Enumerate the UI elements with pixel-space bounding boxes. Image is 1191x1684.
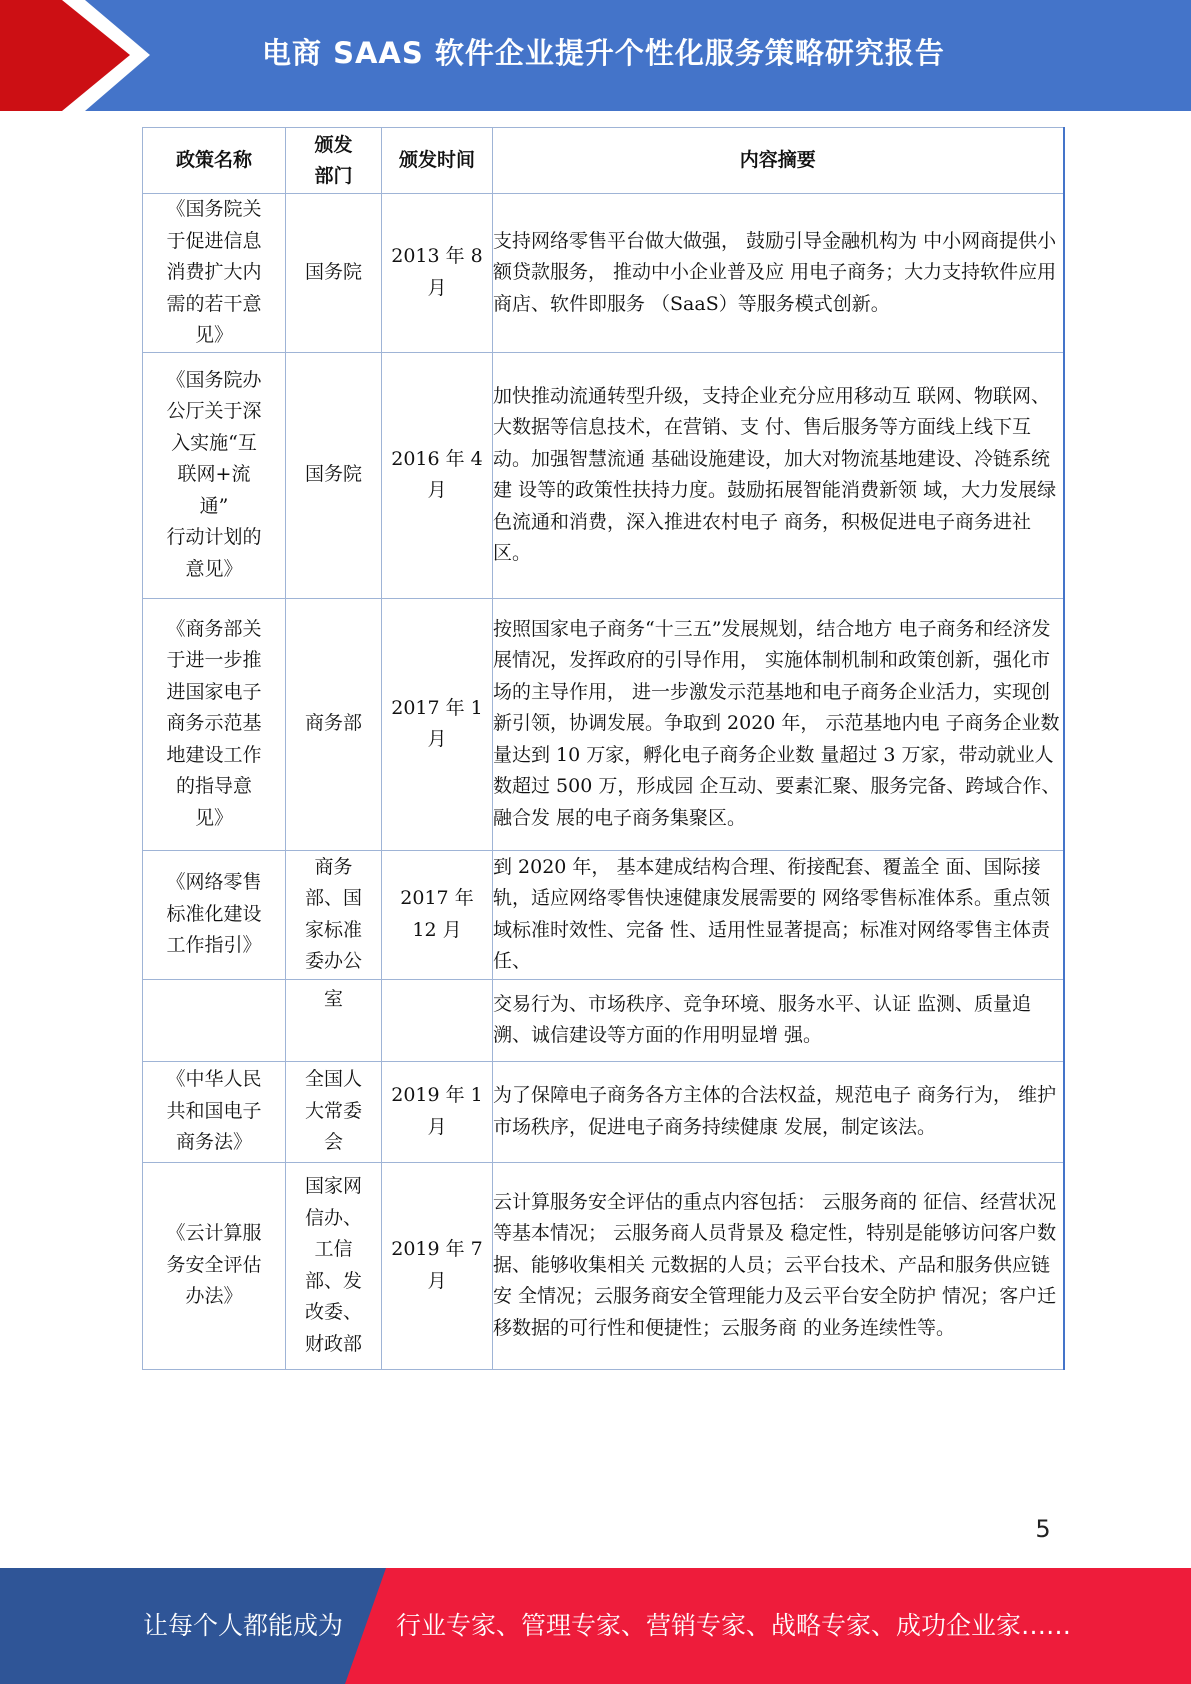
policy-summary: 到 2020 年， 基本建成结构合理、衔接配套、覆盖全 面、国际接轨，适应网络零售快速健康发展需要的 网络零售标准体系。重点领域标准时效性、完备 性、适用性显著提高；标准对网络零售主体责任、 [493, 850, 1064, 979]
policy-date: 2016 年 4 月 [382, 352, 493, 598]
policy-summary: 加快推动流通转型升级，支持企业充分应用移动互 联网、物联网、大数据等信息技术，在营销、支 付、售后服务等方面线上线下互动。加强智慧流通 基础设施建设，加大对物流基地建设、冷链系统建 设等的政策性扶持力度。鼓励拓展智能消费新领 域，大力发展绿色流通和消费，深入推进农村电子 商务，积极促进电子商务进社区。 [493, 352, 1064, 598]
table-row [143, 194, 1064, 353]
column-header-issue-date: 颁发时间 [382, 128, 493, 194]
table-row [143, 1162, 1064, 1369]
table-row [143, 598, 1064, 850]
policy-department: 商务部 [286, 598, 382, 850]
policy-department: 国务院 [286, 352, 382, 598]
header-arrow-icon [0, 0, 160, 111]
policy-name [143, 979, 286, 1061]
policy-department: 国家网 信办、 工信 部、发 改委、 财政部 [286, 1162, 382, 1369]
table-header-row [143, 128, 1064, 194]
policy-department: 全国人 大常委 会 [286, 1061, 382, 1162]
policy-department: 商务 部、国 家标准 委办公 [286, 850, 382, 979]
policy-name: 《中华人民 共和国电子 商务法》 [143, 1061, 286, 1162]
footer-slogan-left: 让每个人都能成为 [143, 1611, 344, 1640]
policy-summary: 云计算服务安全评估的重点内容包括： 云服务商的 征信、经营状况等基本情况； 云服务商人员背景及 稳定性，特别是能够访问客户数据、能够收集相关 元数据的人员；云平台技术、产品和服务供应链安 全情况；云服务商安全管理能力及云平台安全防护 情况；客户迁移数据的可行性和便捷性；云服务商 的业务连续性等。 [493, 1162, 1064, 1369]
table-row [143, 979, 1064, 1061]
policy-date: 2019 年 1 月 [382, 1061, 493, 1162]
table-row [143, 352, 1064, 598]
policy-department: 国务院 [286, 194, 382, 353]
table-row [143, 1061, 1064, 1162]
policy-department: 室 [286, 979, 382, 1061]
policy-name: 《国务院办 公厅关于深 入实施“互 联网+流 通” 行动计划的 意见》 [143, 352, 286, 598]
policy-date: 2017 年 1 月 [382, 598, 493, 850]
policy-name: 《商务部关 于进一步推 进国家电子 商务示范基 地建设工作 的指导意 见》 [143, 598, 286, 850]
policy-name: 《云计算服 务安全评估 办法》 [143, 1162, 286, 1369]
report-title: 电商 SAAS 软件企业提升个性化服务策略研究报告 [262, 36, 945, 70]
policy-summary: 按照国家电子商务“十三五”发展规划，结合地方 电子商务和经济发展情况，发挥政府的引导作用， 实施体制机制和政策创新，强化市场的主导作用， 进一步激发示范基地和电子商务企业活力，实现创 新引领，协调发展。争取到 2020 年， 示范基地内电 子商务企业数量达到 10 万家，孵化电子商务企业数 量超过 3 万家，带动就业人数超过 500 万，形成园 企互动、要素汇聚、服务完备、跨域合作、融合发 展的电子商务集聚区。 [493, 598, 1064, 850]
policy-summary: 交易行为、市场秩序、竞争环境、服务水平、认证 监测、质量追溯、诚信建设等方面的作用明显增 强。 [493, 979, 1064, 1061]
policy-name: 《国务院关 于促进信息 消费扩大内 需的若干意 见》 [143, 194, 286, 353]
policy-summary: 支持网络零售平台做大做强， 鼓励引导金融机构为 中小网商提供小额贷款服务， 推动中小企业普及应 用电子商务；大力支持软件应用商店、软件即服务 （SaaS）等服务模式创新。 [493, 194, 1064, 353]
policy-date: 2017 年 12 月 [382, 850, 493, 979]
column-header-policy-name: 政策名称 [143, 128, 286, 194]
table-row [143, 850, 1064, 979]
policy-table [142, 127, 1065, 1370]
policy-date: 2019 年 7 月 [382, 1162, 493, 1369]
column-header-summary: 内容摘要 [493, 128, 1064, 194]
page-number: 5 [1035, 1515, 1051, 1543]
policy-name: 《网络零售 标准化建设 工作指引》 [143, 850, 286, 979]
footer-slogan-right: 行业专家、管理专家、营销专家、战略专家、成功企业家…… [396, 1611, 1072, 1640]
footer-bar [0, 1568, 1191, 1684]
header-bar [0, 0, 1191, 111]
column-header-department: 颁发 部门 [286, 128, 382, 194]
policy-date: 2013 年 8 月 [382, 194, 493, 353]
policy-date [382, 979, 493, 1061]
policy-summary: 为了保障电子商务各方主体的合法权益，规范电子 商务行为， 维护市场秩序，促进电子商务持续健康 发展，制定该法。 [493, 1061, 1064, 1162]
